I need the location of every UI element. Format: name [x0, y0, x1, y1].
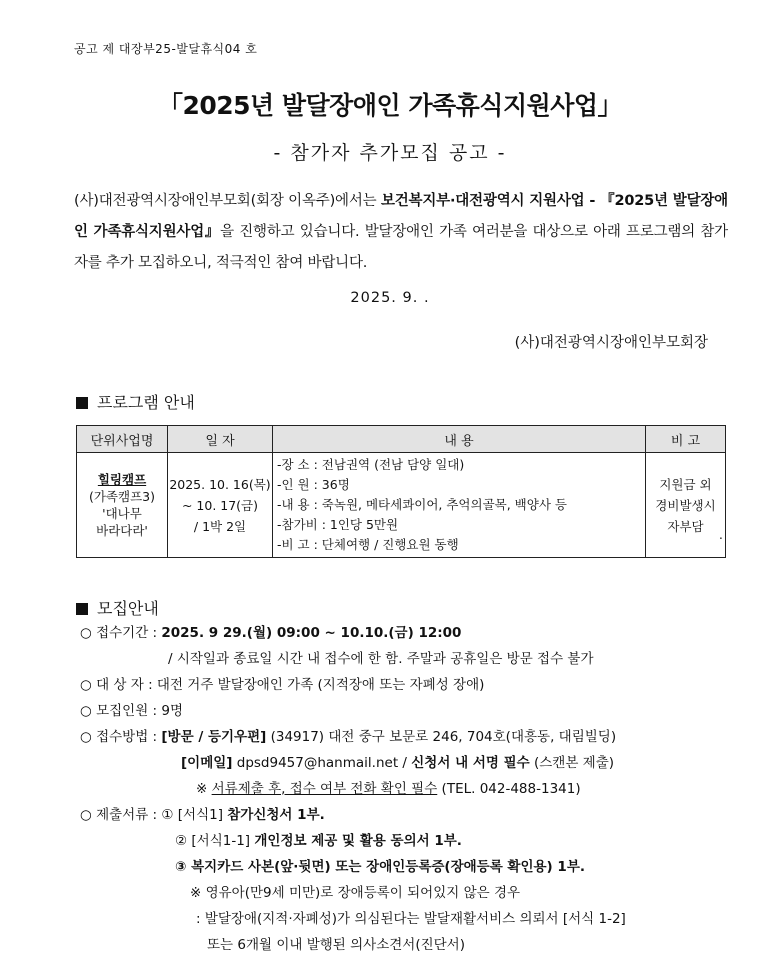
table-row [77, 453, 726, 558]
program-content-line: -장 소 : 전남권역 (전남 담양 일대) [277, 457, 465, 472]
recruit-method [80, 725, 616, 749]
doc-2-number: ② [서식1-1] [175, 833, 255, 849]
document-number: 공고 제 대장부25-발달휴식04 호 [74, 42, 258, 56]
table-header-row [77, 426, 726, 453]
recruit-target-label: ○ 대 상 자 : [80, 677, 157, 693]
square-bullet-icon [76, 603, 88, 615]
program-content-line: -인 원 : 36명 [277, 477, 350, 492]
doc-note-1: ※ 영유아(만9세 미만)로 장애등록이 되어있지 않은 경우 [190, 885, 521, 901]
page-title: 「2025년 발달장애인 가족휴식지원사업」 [157, 91, 623, 120]
notice-date: 2025. 9. . [350, 290, 430, 306]
recruit-signature-required: 신청서 내 서명 필수 [411, 755, 530, 771]
recruit-docs-2 [175, 829, 462, 853]
table-header: 단위사업명 [77, 426, 168, 453]
intro-paragraph [74, 186, 728, 279]
program-name-cell [77, 453, 168, 558]
intro-text-2: 을 진행하고 있습니다. 발달장애인 가족 여러분을 대상으로 아래 프로그램의 참가자를 추가 모집하오니, 적극적인 참여 바랍니다. [74, 224, 728, 271]
program-note: 지원금 외 [659, 476, 712, 492]
recruit-phone: (TEL. 042-488-1341) [437, 781, 581, 797]
section-heading-recruit [76, 596, 159, 619]
program-name: 힐링캠프 [97, 472, 147, 487]
recruit-target-value: 대전 거주 발달장애인 가족 (지적장애 또는 자폐성 장애) [156, 677, 485, 693]
program-subname: (가족캠프3) [88, 489, 155, 504]
recruit-period-value: 2025. 9 29.(월) 09:00 ~ 10.10.(금) 12:00 [161, 625, 462, 641]
doc-note-2: : 발달장애(지적·자폐성)가 의심된다는 발달재활서비스 의뢰서 [서식 1-2] [196, 911, 626, 927]
recruit-email-label: [이메일] [181, 755, 233, 771]
doc-note-3: 또는 6개월 이내 발행된 의사소견서(진단서) [207, 937, 465, 953]
program-date: ~ 10. 17(금) [181, 497, 259, 513]
program-content-line: -참가비 : 1인당 5만원 [277, 517, 399, 532]
section-title-recruit: 모집안내 [97, 599, 159, 618]
program-table [76, 425, 726, 558]
program-date: 2025. 10. 16(목) [169, 476, 271, 492]
issuer-name: (사)대전광역시장애인부모회장 [514, 335, 708, 351]
recruit-email: dpsd9457@hanmail.net / [232, 755, 412, 771]
recruit-phone-notice: 서류제출 후, 접수 여부 전화 확인 필수 [211, 781, 438, 797]
doc-1-name: 참가신청서 1부. [227, 807, 325, 823]
intro-text-bold: 보건복지부·대전광역시 지원사업 - 『2025년 발달장애인 가족휴식지원사업』 [74, 193, 728, 240]
intro-text-1: (사)대전광역시장애인부모회(회장 이옥주)에서는 [74, 193, 381, 209]
recruit-docs-label: ○ 제출서류 : [80, 807, 162, 823]
recruit-docs-1 [80, 803, 325, 827]
doc-2-name: 개인정보 제공 및 활용 동의서 1부. [254, 833, 462, 849]
recruit-period-note: / 시작일과 종료일 시간 내 접수에 한 함. 주말과 공휴일은 방문 접수 불가 [168, 651, 594, 667]
recruit-period-label: ○ 접수기간 : [80, 625, 162, 641]
recruit-target [80, 673, 484, 697]
section-title-program: 프로그램 안내 [97, 393, 195, 412]
program-date-cell [168, 453, 273, 558]
program-subname: '대나무 [102, 506, 142, 521]
table-header: 비 고 [646, 426, 726, 453]
program-note-cell [646, 453, 726, 558]
reference-mark-icon: ※ [196, 781, 212, 797]
recruit-email-line [181, 751, 614, 775]
square-bullet-icon [76, 397, 88, 409]
recruit-scan-note: (스캔본 제출) [529, 755, 615, 771]
table-header: 내 용 [273, 426, 646, 453]
recruit-notice-line [196, 777, 581, 801]
trailing-dot: . [719, 528, 723, 542]
program-subname: 바라다라' [96, 523, 148, 538]
recruit-count [80, 699, 183, 723]
recruit-address: (34917) 대전 중구 보문로 246, 704호(대흥동, 대림빌딩) [266, 729, 617, 745]
program-content-line: -내 용 : 죽녹원, 메타세콰이어, 추억의골목, 백양사 등 [277, 497, 567, 512]
recruit-method-label: ○ 접수방법 : [80, 729, 162, 745]
program-content-line: -비 고 : 단체여행 / 진행요원 동행 [277, 537, 459, 552]
page-subtitle: - 참가자 추가모집 공고 - [273, 142, 507, 164]
program-note: 경비발생시 [655, 497, 716, 513]
recruit-period [80, 621, 461, 645]
program-duration: / 1박 2일 [193, 518, 247, 534]
program-content-cell [273, 453, 646, 558]
doc-1-number: ① [서식1] [161, 807, 228, 823]
table-header: 일 자 [168, 426, 273, 453]
recruit-count-value: 9명 [161, 703, 184, 719]
recruit-count-label: ○ 모집인원 : [80, 703, 162, 719]
section-heading-program [76, 390, 195, 413]
recruit-docs-3 [175, 855, 585, 879]
doc-3-name: ③ 복지카드 사본(앞·뒷면) 또는 장애인등록증(장애등록 확인용) 1부. [175, 859, 585, 875]
recruit-method-visit: [방문 / 등기우편] [161, 729, 267, 745]
program-note: 자부담 [667, 518, 704, 534]
